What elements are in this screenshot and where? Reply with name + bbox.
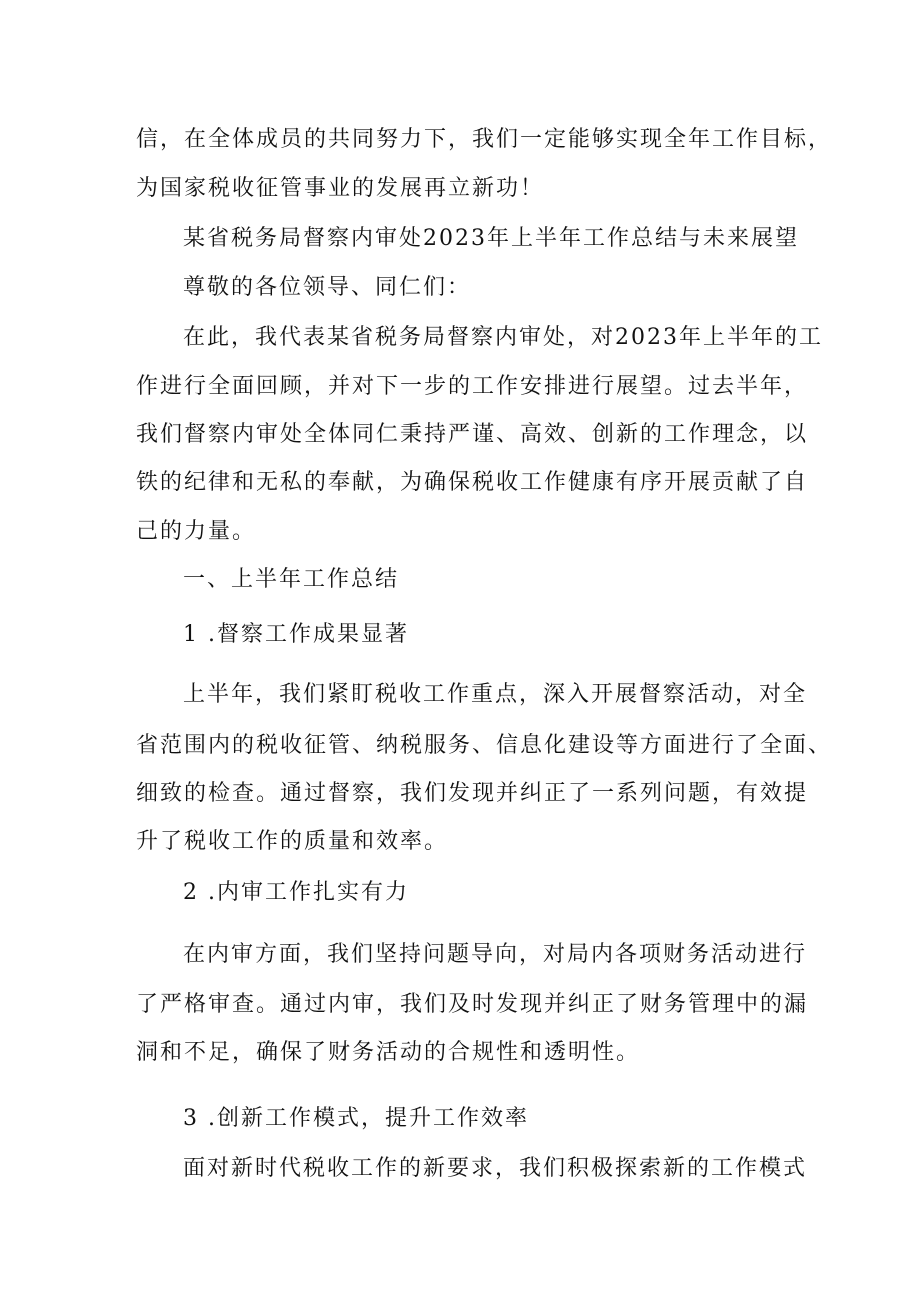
item-1-heading: 1 .督察工作成果显著 [183, 622, 409, 647]
intro-line-1: 在此，我代表某省税务局督察内审处，对2023年上半年的工 [183, 325, 823, 350]
item-3-heading: 3 .创新工作模式，提升工作效率 [183, 1106, 529, 1131]
item-2-line-1: 在内审方面，我们坚持问题导向，对局内各项财务活动进行 [183, 942, 808, 967]
intro-line-2: 作进行全面回顾，并对下一步的工作安排进行展望。过去半年， [136, 374, 809, 399]
item-3-line-1: 面对新时代税收工作的新要求，我们积极探索新的工作模式 [183, 1156, 808, 1181]
item-1-line-4: 升了税收工作的质量和效率。 [136, 829, 449, 854]
item-2-line-2: 了严格审查。通过内审，我们及时发现并纠正了财务管理中的漏 [136, 992, 809, 1017]
section-heading-1: 一、上半年工作总结 [183, 567, 400, 592]
item-1-line-1: 上半年，我们紧盯税收工作重点，深入开展督察活动，对全 [183, 682, 808, 707]
item-2-line-3: 洞和不足，确保了财务活动的合规性和透明性。 [136, 1040, 641, 1065]
salutation: 尊敬的各位领导、同仁们： [183, 275, 472, 300]
item-1-line-2: 省范围内的税收征管、纳税服务、信息化建设等方面进行了全面、 [136, 733, 833, 758]
intro-line-5: 己的力量。 [136, 519, 257, 544]
item-1-line-3: 细致的检查。通过督察，我们发现并纠正了一系列问题，有效提 [136, 781, 809, 806]
item-2-heading: 2 .内审工作扎实有力 [183, 880, 409, 905]
intro-line-4: 铁的纪律和无私的奉献，为确保税收工作健康有序开展贡献了自 [136, 470, 809, 495]
carryover-line-1: 信，在全体成员的共同努力下，我们一定能够实现全年工作目标， [136, 127, 833, 152]
intro-line-3: 我们督察内审处全体同仁秉持严谨、高效、创新的工作理念，以 [136, 422, 809, 447]
document-title: 某省税务局督察内审处2023年上半年工作总结与未来展望 [183, 226, 799, 251]
carryover-line-2: 为国家税收征管事业的发展再立新功！ [136, 176, 545, 201]
